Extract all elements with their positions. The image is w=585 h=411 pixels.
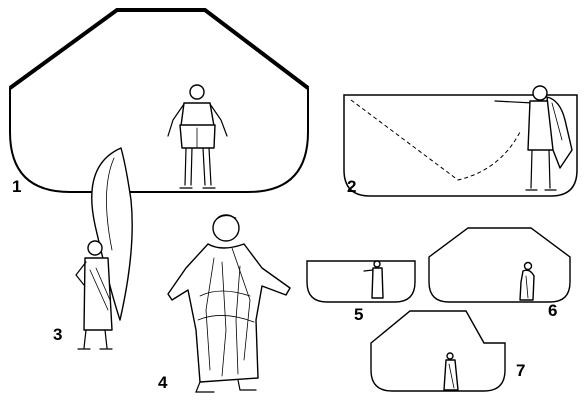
step-2-panel: [344, 86, 577, 196]
step-7-cloth: [371, 311, 505, 391]
step-7-number: 7: [516, 361, 526, 380]
step-1-cloth: [10, 10, 308, 192]
step-2-number: 2: [347, 177, 357, 196]
step-5-number: 5: [354, 305, 364, 324]
step-4-panel: [158, 215, 290, 392]
step-6-panel: [429, 228, 570, 320]
step-4-figure: [168, 215, 290, 392]
step-5-cloth: [307, 261, 415, 302]
step-1-panel: [10, 10, 308, 196]
step-7-panel: [371, 311, 525, 391]
step-4-number: 4: [158, 373, 168, 392]
step-1-number: 1: [12, 177, 22, 196]
step-3-number: 3: [53, 325, 63, 344]
step-6-cloth: [429, 228, 570, 302]
step-6-number: 6: [548, 301, 558, 320]
step-5-panel: [307, 261, 415, 324]
